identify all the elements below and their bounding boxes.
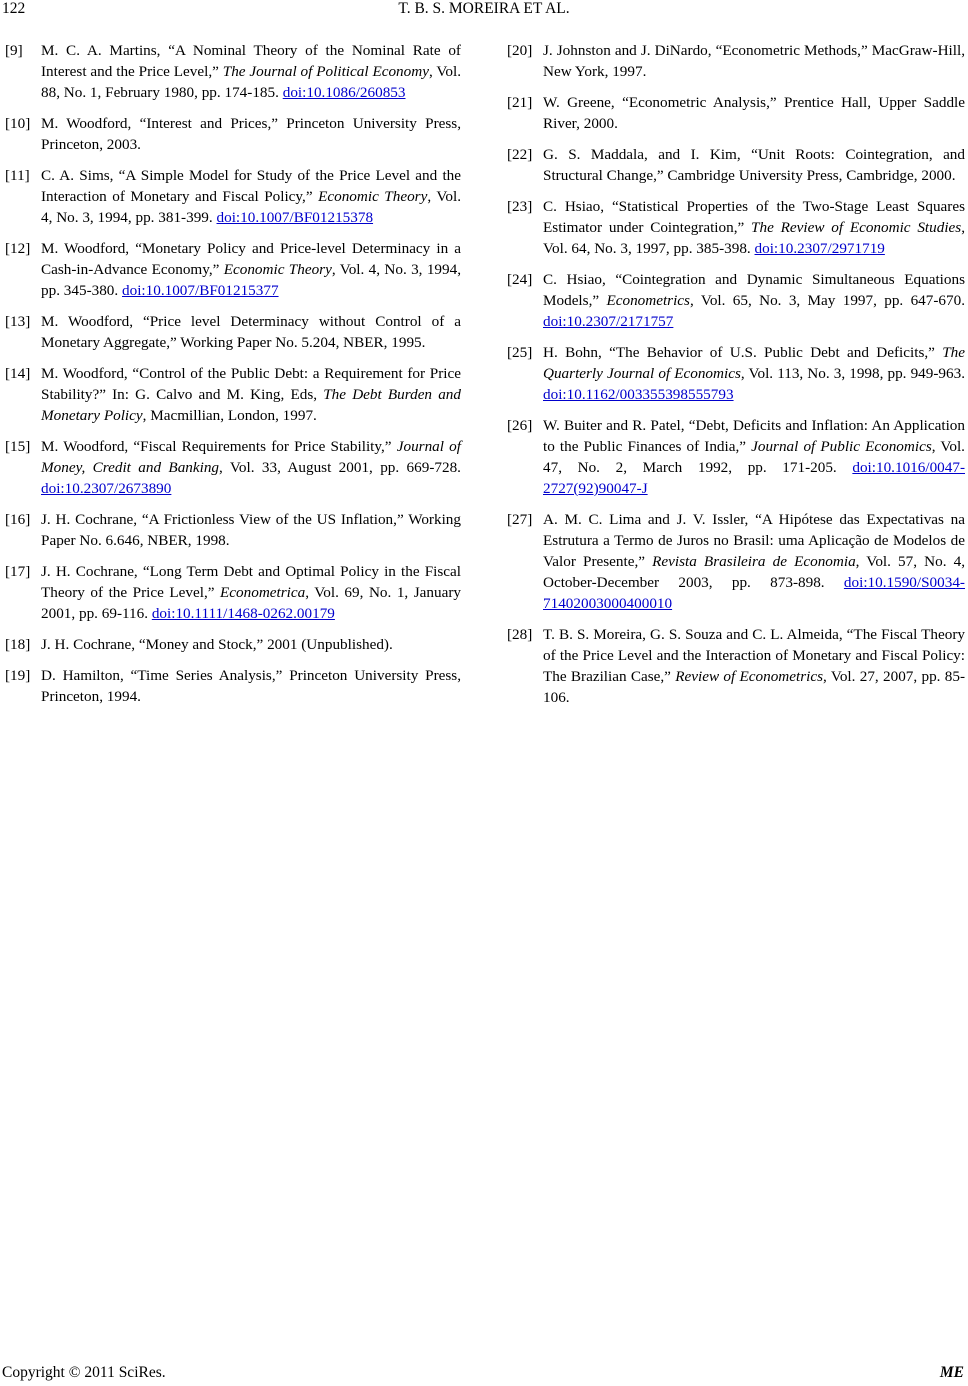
reference-text [41,436,461,499]
reference-text [543,624,965,708]
publication-title: Economic Theory [223,261,332,278]
reference-number: [12] [5,240,31,257]
reference-text-segment: C. A. Sims, “A Simple Model for Study of the Price Level and the Interaction of Monetary and Fiscal Policy,” [41,167,461,205]
reference-text-segment: M. Woodford, “Control of the Public Debt: a Requirement for Price Stability?” In: G. Calvo and M. King, Eds, [41,365,461,403]
reference-text-segment: M. Woodford, “Fiscal Requirements for Price Stability,” [41,438,397,455]
reference-text-segment: , Vol. 113, No. 3, 1998, pp. 949-963. [740,365,965,382]
reference-number: [16] [5,511,31,528]
reference-item [507,415,965,499]
reference-number: [10] [5,115,31,132]
publication-title: Economic Theory [318,188,428,205]
journal-abbreviation: ME [939,1364,964,1381]
reference-item [507,144,965,186]
reference-text-segment: , Vol. 4, No. 3, 1994, pp. 345-380. [41,261,461,299]
reference-item [5,509,461,551]
doi-link[interactable]: doi:10.2307/2971719 [754,240,885,257]
running-head: T. B. S. MOREIRA ET AL. [398,0,570,17]
reference-number: [21] [507,94,533,111]
publication-title: Journal of Money, Credit and Banking [41,438,461,476]
reference-item [507,40,965,82]
publication-title: Econometrica [220,584,306,601]
reference-number: [28] [507,626,533,643]
reference-number: [22] [507,146,533,163]
doi-link[interactable]: doi:10.1007/BF01215378 [216,209,374,226]
reference-text-segment: D. Hamilton, “Time Series Analysis,” Princeton University Press, Princeton, 1994. [41,667,461,705]
reference-item [5,311,461,353]
reference-number: [11] [5,167,30,184]
reference-item [507,269,965,332]
reference-number: [19] [5,667,31,684]
reference-text [543,196,965,259]
reference-text-segment: , Vol. 88, No. 1, February 1980, pp. 174-185. [41,63,461,101]
reference-item [507,509,965,614]
reference-item [507,624,965,708]
reference-text-segment: , Vol. 33, August 2001, pp. 669-728. [219,459,461,476]
reference-text [543,342,965,405]
reference-text-segment: T. B. S. Moreira, G. S. Souza and C. L. Almeida, “The Fiscal Theory of the Price Level and the Interaction of Monetary and Fiscal Policy: The Brazilian Case,” [543,626,965,685]
page-number: 122 [2,0,26,17]
reference-text [41,238,461,301]
reference-text [41,165,461,228]
references-left-column [5,40,461,717]
reference-text-segment: M. Woodford, “Price level Determinacy without Control of a Monetary Aggregate,” Working Paper No. 5.204, NBER, 1995. [41,313,461,351]
reference-number: [23] [507,198,533,215]
reference-number: [25] [507,344,533,361]
reference-text-segment: , Vol. 57, No. 4, October-December 2003, pp. 873-898. [543,553,965,591]
reference-item [507,342,965,405]
reference-item [5,436,461,499]
reference-number: [24] [507,271,533,288]
reference-number: [27] [507,511,533,528]
reference-item [5,561,461,624]
reference-text [543,144,965,186]
reference-text [41,363,461,426]
reference-text-segment: C. Hsiao, “Statistical Properties of the Two-Stage Least Squares Estimator under Cointegration,” [543,198,965,236]
reference-text [543,269,965,332]
reference-text-segment: W. Buiter and R. Patel, “Debt, Deficits and Inflation: An Application to the Public Finances of India,” [543,417,965,455]
reference-text [543,92,965,134]
reference-item [5,113,461,155]
reference-text [41,509,461,551]
publication-title: Revista Brasileira de Economia [652,553,856,570]
publication-title: Journal of Public Economics [751,438,932,455]
doi-link[interactable]: doi:10.1007/BF01215377 [122,282,279,299]
reference-number: [13] [5,313,31,330]
reference-text-segment: , Vol. 65, No. 3, May 1997, pp. 647-670. [689,292,965,309]
doi-link[interactable]: doi:10.1162/003355398555793 [543,386,734,403]
page-header [0,0,968,20]
reference-text [41,40,461,103]
reference-number: [26] [507,417,533,434]
doi-link[interactable]: doi:10.1086/260853 [282,84,406,101]
reference-text-segment: W. Greene, “Econometric Analysis,” Prentice Hall, Upper Saddle River, 2000. [543,94,965,132]
reference-text-segment: G. S. Maddala, and I. Kim, “Unit Roots: Cointegration, and Structural Change,” Cambridge University Press, Cambridge, 2000. [543,146,965,184]
doi-link[interactable]: doi:10.2307/2171757 [543,313,674,330]
reference-text [41,561,461,624]
reference-item [5,634,461,655]
reference-text-segment: , Vol. 27, 2007, pp. 85-106. [543,668,966,706]
reference-number: [18] [5,636,31,653]
reference-text [41,311,461,353]
publication-title: Review of Econometrics [675,668,823,685]
reference-text-segment: H. Bohn, “The Behavior of U.S. Public Debt and Deficits,” [543,344,943,361]
reference-item [5,363,461,426]
reference-text-segment: , Vol. 47, No. 2, March 1992, pp. 171-205. [543,438,965,476]
page-footer [0,1364,968,1384]
reference-text [543,415,965,499]
reference-item [5,665,461,707]
doi-link[interactable]: doi:10.1016/0047-2727(92)90047-J [543,459,965,497]
publication-title: The Journal of Political Economy [222,63,429,80]
doi-link[interactable]: doi:10.2307/2673890 [41,480,172,497]
reference-text-segment: , Vol. 69, No. 1, January 2001, pp. 69-116. [41,584,461,622]
reference-text-segment: J. H. Cochrane, “Money and Stock,” 2001 (Unpublished). [41,636,393,653]
reference-text [41,113,461,155]
reference-item [507,92,965,134]
reference-number: [20] [507,42,533,59]
reference-item [5,40,461,103]
references-right-column [507,40,965,718]
reference-number: [17] [5,563,31,580]
doi-link[interactable]: doi:10.1111/1468-0262.00179 [151,605,335,622]
reference-text-segment: , Vol. 64, No. 3, 1997, pp. 385-398. [543,219,965,257]
reference-item [507,196,965,259]
reference-text-segment: , Vol. 4, No. 3, 1994, pp. 381-399. [41,188,461,226]
reference-text-segment: J. H. Cochrane, “A Frictionless View of the US Inflation,” Working Paper No. 6.646, NBER, 1998. [41,511,461,549]
reference-number: [9] [5,42,23,59]
reference-text-segment: A. M. C. Lima and J. V. Issler, “A Hipótese das Expectativas na Estrutura a Termo de Juros no Brasil: uma Aplicação de Modelos de Valor Presente,” [543,511,965,570]
reference-item [5,165,461,228]
reference-text-segment: M. Woodford, “Interest and Prices,” Princeton University Press, Princeton, 2003. [41,115,461,153]
reference-text-segment: M. C. A. Martins, “A Nominal Theory of the Nominal Rate of Interest and the Price Level,” [41,42,461,80]
reference-number: [15] [5,438,31,455]
publication-title: The Review of Economic Studies [751,219,962,236]
reference-text [41,665,461,707]
reference-text-segment: M. Woodford, “Monetary Policy and Price-level Determinacy in a Cash-in-Advance Economy,” [41,240,461,278]
doi-link[interactable]: doi:10.1590/S0034-71402003000400010 [543,574,965,612]
publication-title: The Debt Burden and Monetary Policy [41,386,461,424]
copyright-notice: Copyright © 2011 SciRes. [2,1364,166,1381]
reference-number: [14] [5,365,31,382]
reference-text [543,509,965,614]
reference-text-segment: J. Johnston and J. DiNardo, “Econometric Methods,” MacGraw-Hill, New York, 1997. [543,42,965,80]
publication-title: The Quarterly Journal of Economics [543,344,965,382]
reference-item [5,238,461,301]
reference-text-segment: C. Hsiao, “Cointegration and Dynamic Simultaneous Equations Models,” [543,271,965,309]
reference-text-segment: , Macmillian, London, 1997. [142,407,317,424]
publication-title: Econometrics [606,292,690,309]
reference-text [543,40,965,82]
reference-text [41,634,461,655]
reference-text-segment: J. H. Cochrane, “Long Term Debt and Optimal Policy in the Fiscal Theory of the Price Level,” [41,563,461,601]
